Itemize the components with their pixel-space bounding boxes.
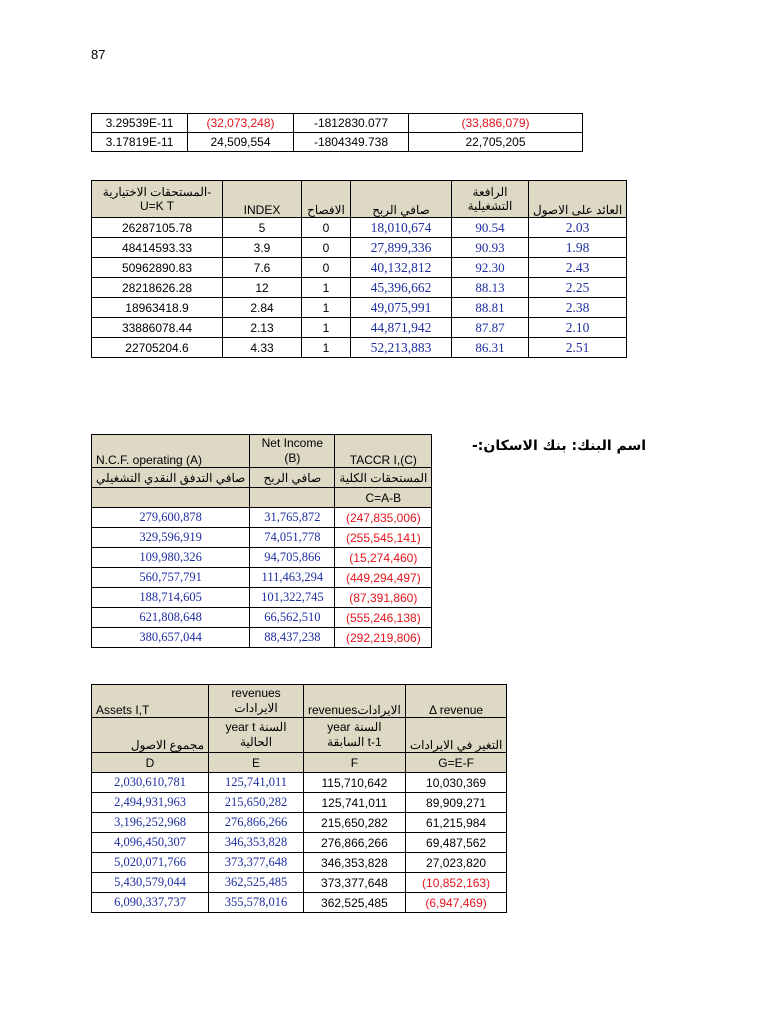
table-cell: 3.17819E-11 [92,133,188,152]
column-header: مجموع الاصول [92,718,209,753]
table-cell: 2,030,610,781 [92,773,209,793]
table-cell: 4,096,450,307 [92,833,209,853]
table-row [92,893,507,913]
table-cell: 52,213,883 [351,338,452,358]
table-cell: 560,757,791 [92,568,250,588]
summary-table [91,113,583,152]
column-header [92,488,250,508]
column-header: E [209,753,304,773]
table-cell: 18,010,674 [351,218,452,238]
table-row [92,508,432,528]
table-cell: 1 [302,338,351,358]
table-cell: 111,463,294 [250,568,335,588]
table-row [92,133,583,152]
table-cell: (255,545,141) [335,528,432,548]
table-cell: 2,494,931,963 [92,793,209,813]
table-cell: 90.54 [452,218,529,238]
accruals-table [91,180,627,358]
table-cell: 69,487,562 [405,833,507,853]
table-row [92,628,432,648]
column-header: الرافعة التشغيلية [452,181,529,218]
table-row [92,218,627,238]
table-cell: 2.84 [223,298,302,318]
table-cell: 2.43 [529,258,627,278]
table-row [92,608,432,628]
table-cell: (32,073,248) [188,114,294,133]
table-cell: 48414593.33 [92,238,223,258]
table-cell: 0 [302,258,351,278]
table-cell: 373,377,648 [209,853,304,873]
table-cell: 3.9 [223,238,302,258]
table-cell: 4.33 [223,338,302,358]
table-cell: 94,705,866 [250,548,335,568]
table-cell: 2.51 [529,338,627,358]
table-cell: 109,980,326 [92,548,250,568]
table-cell: 10,030,369 [405,773,507,793]
table-row [92,114,583,133]
table-cell: 5,430,579,044 [92,873,209,893]
total-accruals-table [91,434,432,648]
table-row [92,258,627,278]
table-cell: 188,714,605 [92,588,250,608]
column-header: صافي الربح [250,468,335,488]
table-cell: 74,051,778 [250,528,335,548]
table-cell: 89,909,271 [405,793,507,813]
table-cell: 2.10 [529,318,627,338]
column-header: التغير في الايرادات [405,718,507,753]
table-cell: 33886078.44 [92,318,223,338]
table-row [92,813,507,833]
table-cell: 125,741,011 [209,773,304,793]
table-row [92,773,507,793]
table-cell: (10,852,163) [405,873,507,893]
table-cell: 86.31 [452,338,529,358]
page-number: 87 [91,47,106,62]
table-cell: 7.6 [223,258,302,278]
table-cell: 2.25 [529,278,627,298]
table-cell: 45,396,662 [351,278,452,298]
table-cell: 355,578,016 [209,893,304,913]
table-row [92,833,507,853]
table-cell: 50962890.83 [92,258,223,278]
table-row [92,528,432,548]
table-cell: 88.13 [452,278,529,298]
column-header: C=A-B [335,488,432,508]
table-cell: 18963418.9 [92,298,223,318]
table-cell: 40,132,812 [351,258,452,278]
table-cell: 3,196,252,968 [92,813,209,833]
column-header: TACCR I,(C) [335,435,432,468]
column-header: Assets I,T [92,685,209,718]
table-header-row [92,718,507,753]
table-cell: 88.81 [452,298,529,318]
table-cell: 215,650,282 [304,813,406,833]
table-cell: (15,274,460) [335,548,432,568]
table-cell: 2.03 [529,218,627,238]
column-header: revenues الايرادات [209,685,304,718]
table-cell: 329,596,919 [92,528,250,548]
table-cell: (247,835,006) [335,508,432,528]
table-cell: (33,886,079) [409,114,583,133]
table-row [92,853,507,873]
column-header: year t السنة الحالية [209,718,304,753]
table-header-row [92,753,507,773]
table-cell: (449,294,497) [335,568,432,588]
column-header: صافي التدفق النقدي التشغيلي [92,468,250,488]
column-header [250,488,335,508]
table-cell: 346,353,828 [304,853,406,873]
column-header: Net Income (B) [250,435,335,468]
table-cell: 2.38 [529,298,627,318]
table-cell: 3.29539E-11 [92,114,188,133]
table-header-row [92,468,432,488]
table-cell: 621,808,648 [92,608,250,628]
table-cell: 1.98 [529,238,627,258]
table-cell: -1812830.077 [294,114,409,133]
table-row [92,278,627,298]
column-header: العائد على الاصول [529,181,627,218]
table-cell: (87,391,860) [335,588,432,608]
table-cell: 1 [302,278,351,298]
table-cell: 22,705,205 [409,133,583,152]
table-cell: (292,219,806) [335,628,432,648]
column-header: صافي الربح [351,181,452,218]
table-row [92,238,627,258]
column-header: year السنة السابقة t-1 [304,718,406,753]
table-row [92,793,507,813]
table-cell: 12 [223,278,302,298]
table-row [92,548,432,568]
column-header: D [92,753,209,773]
column-header: المستحقات الكلية [335,468,432,488]
table-header-row [92,685,507,718]
table-cell: 24,509,554 [188,133,294,152]
table-row [92,588,432,608]
column-header: F [304,753,406,773]
table-cell: (555,246,138) [335,608,432,628]
table-cell: 346,353,828 [209,833,304,853]
table-cell: 101,322,745 [250,588,335,608]
table-cell: 276,866,266 [304,833,406,853]
table-cell: 66,562,510 [250,608,335,628]
table-cell: 2.13 [223,318,302,338]
bank-title: اسم البنك: بنك الاسكان:- [472,438,647,454]
table-cell: 1 [302,298,351,318]
table-cell: 0 [302,238,351,258]
column-header: Δ revenue [405,685,507,718]
table-cell: 125,741,011 [304,793,406,813]
table-cell: 22705204.6 [92,338,223,358]
table-cell: 276,866,266 [209,813,304,833]
column-header: الافصاح [302,181,351,218]
table-cell: -1804349.738 [294,133,409,152]
table-header-row [92,488,432,508]
table-cell: 27,899,336 [351,238,452,258]
column-header: G=E-F [405,753,507,773]
table-row [92,568,432,588]
table-cell: 115,710,642 [304,773,406,793]
revenue-table [91,684,507,913]
table-cell: 5,020,071,766 [92,853,209,873]
table-cell: 31,765,872 [250,508,335,528]
table-row [92,298,627,318]
table-cell: 26287105.78 [92,218,223,238]
table-cell: 88,437,238 [250,628,335,648]
table-row [92,338,627,358]
table-cell: 90.93 [452,238,529,258]
table-cell: 87.87 [452,318,529,338]
column-header: N.C.F. operating (A) [92,435,250,468]
table-cell: 5 [223,218,302,238]
table-cell: 373,377,648 [304,873,406,893]
column-header: revenuesالايرادات [304,685,406,718]
table-cell: 0 [302,218,351,238]
table-header-row [92,181,627,218]
table-cell: 279,600,878 [92,508,250,528]
table-cell: 380,657,044 [92,628,250,648]
table-row [92,318,627,338]
table-cell: 27,023,820 [405,853,507,873]
table-cell: 92.30 [452,258,529,278]
table-cell: 215,650,282 [209,793,304,813]
table-row [92,873,507,893]
table-cell: 44,871,942 [351,318,452,338]
table-cell: 362,525,485 [209,873,304,893]
table-cell: 362,525,485 [304,893,406,913]
table-cell: 28218626.28 [92,278,223,298]
column-header: INDEX [223,181,302,218]
column-header: المستحقات الاختيارية-U=K T [92,181,223,218]
table-cell: 1 [302,318,351,338]
table-cell: 61,215,984 [405,813,507,833]
table-header-row [92,435,432,468]
table-cell: 49,075,991 [351,298,452,318]
table-cell: (6,947,469) [405,893,507,913]
table-cell: 6,090,337,737 [92,893,209,913]
